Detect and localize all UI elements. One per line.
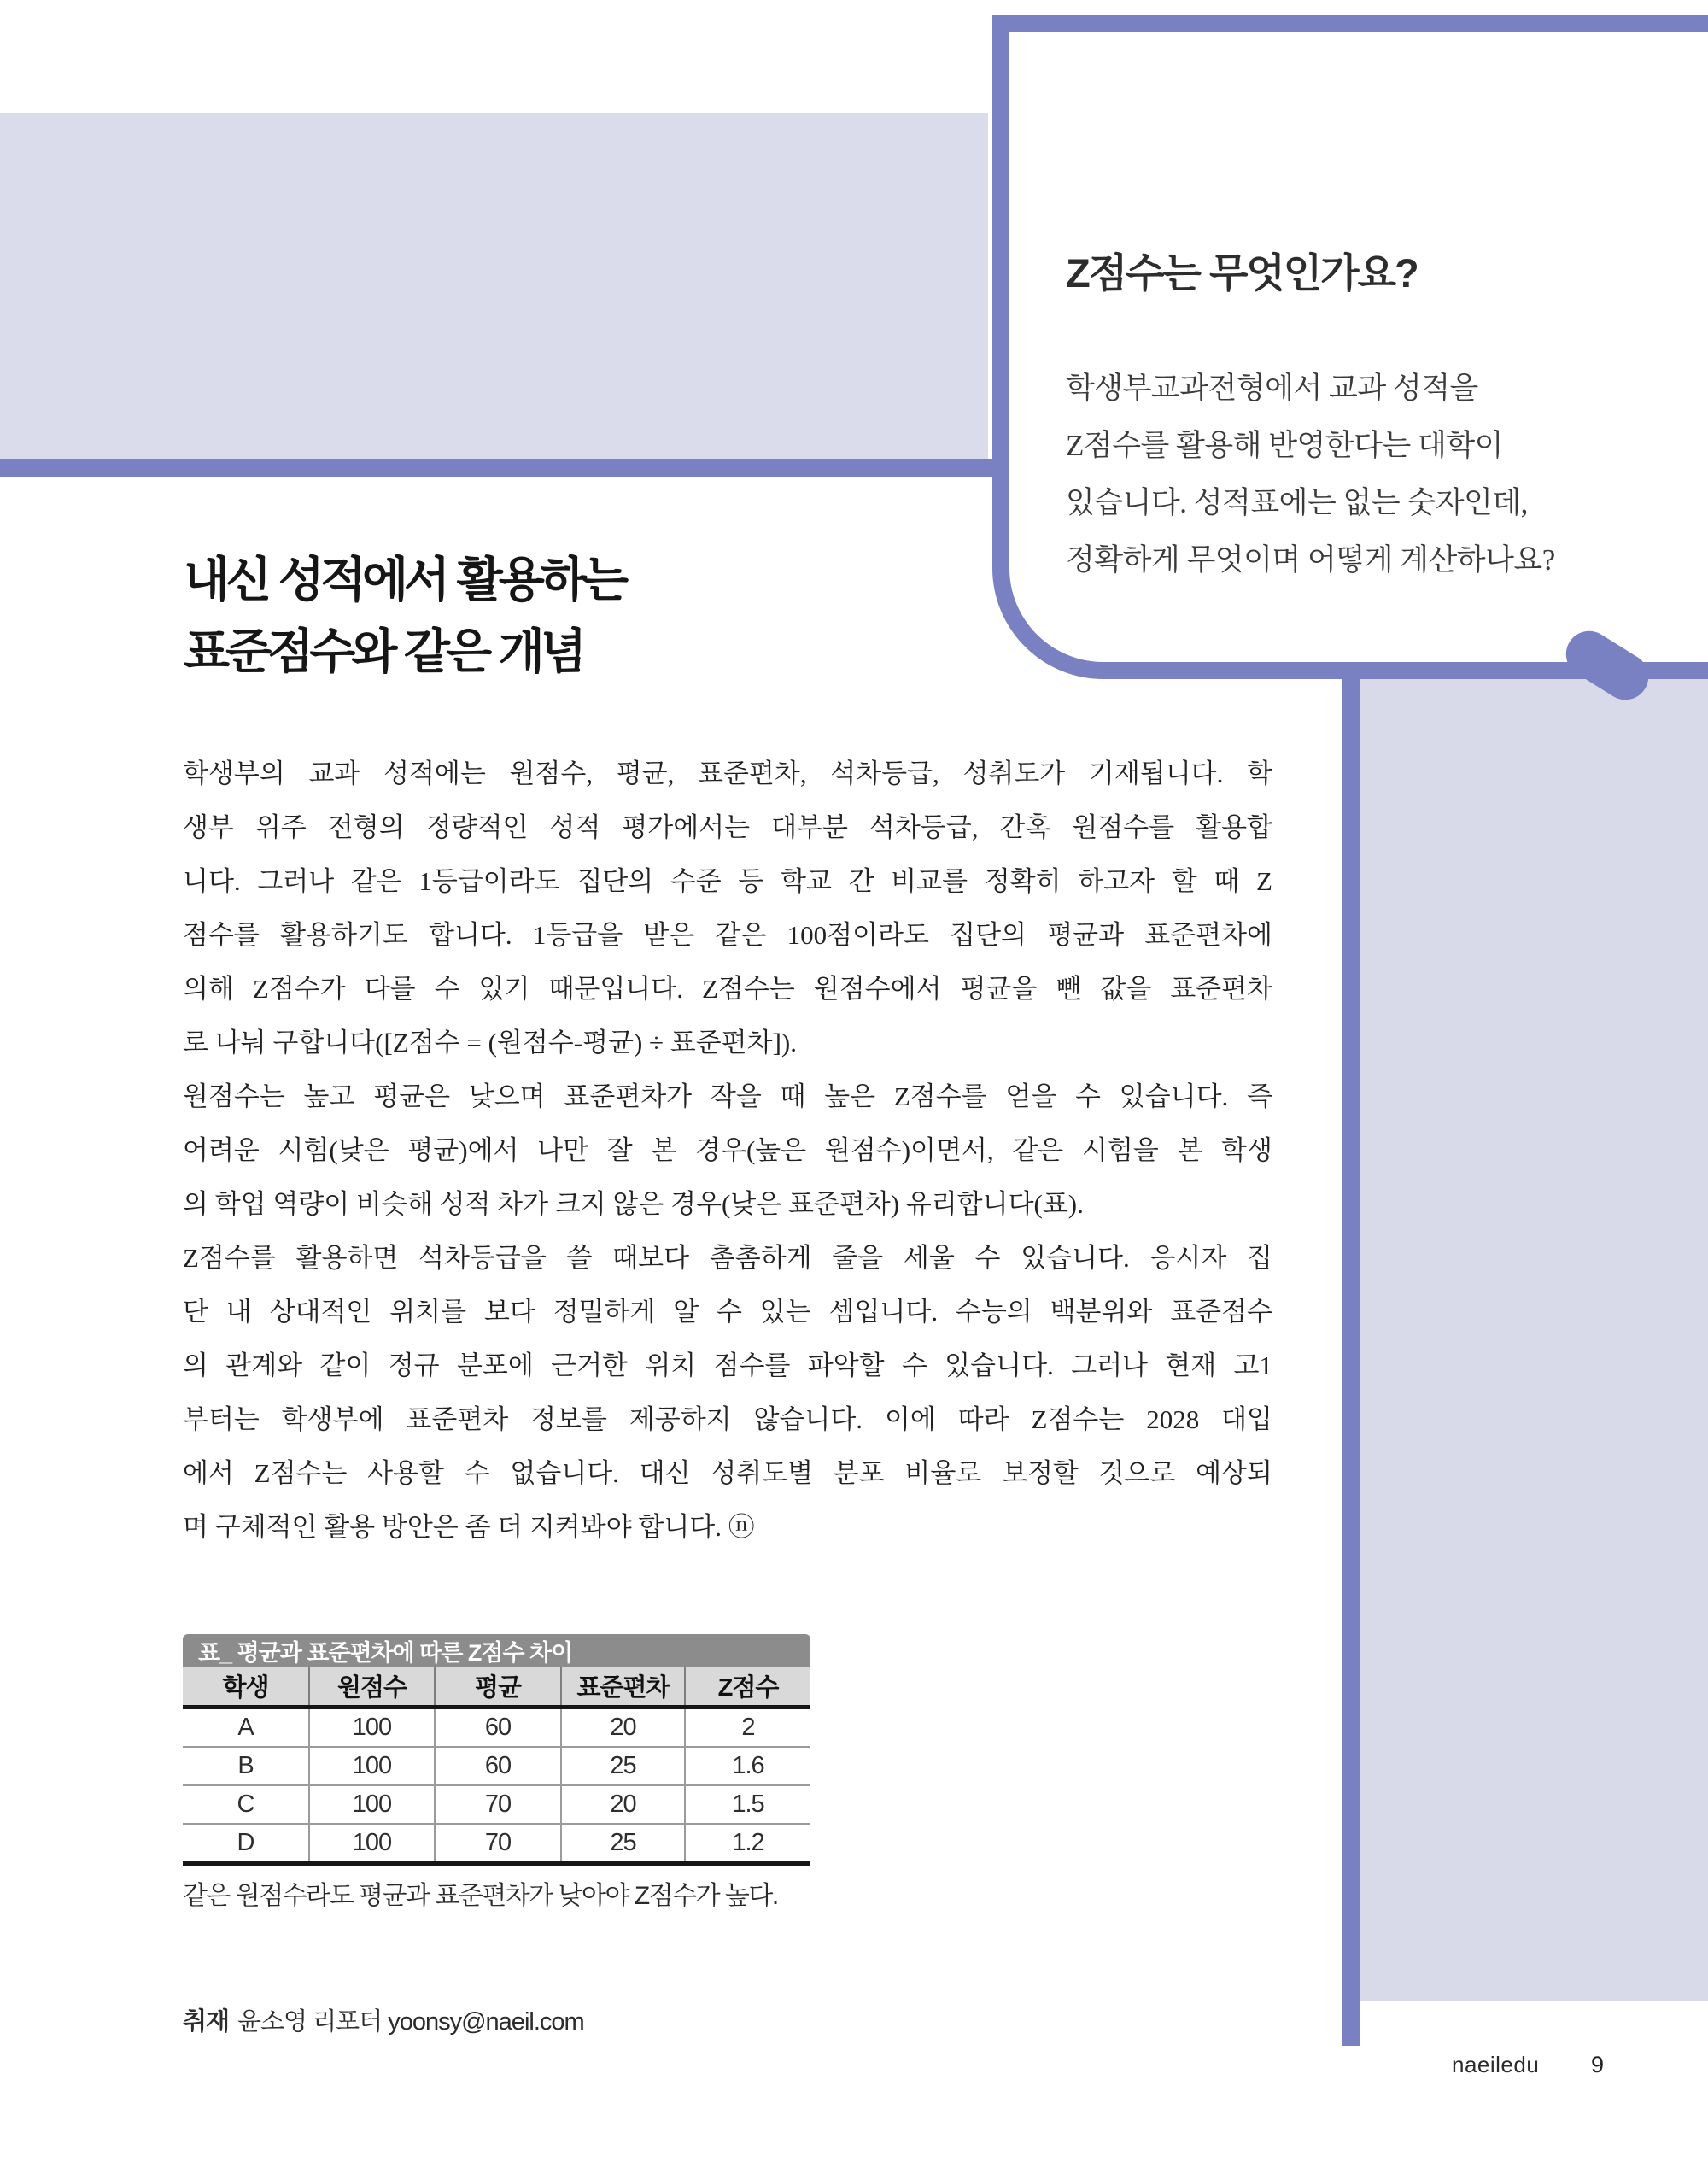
table-cell: 100 — [309, 1824, 435, 1864]
body-text-line: 로 나눠 구합니다([Z점수 = (원점수-평균) ÷ 표준편차]). — [183, 1028, 797, 1058]
z-score-table — [183, 1667, 810, 1866]
table-header-row — [183, 1667, 810, 1708]
question-text-line: 학생부교과전형에서 교과 성적을 — [1066, 372, 1478, 405]
heading-line-1: 내신 성적에서 활용하는 — [184, 553, 625, 606]
page-number: 9 — [1590, 2052, 1604, 2077]
body-text-line: 의 학업 역량이 비슷해 성적 차가 크지 않은 경우(낮은 표준편차) 유리합니다(표). — [183, 1189, 1084, 1219]
paragraph — [183, 747, 1272, 1069]
table-header-cell: Z점수 — [685, 1667, 810, 1708]
table-cell: 25 — [561, 1747, 685, 1785]
byline-text: 윤소영 리포터 yoonsy@naeil.com — [237, 2008, 584, 2036]
body-text-line: 학생부의 교과 성적에는 원점수, 평균, 표준편차, 석차등급, 성취도가 기재됩니다. 학 — [183, 759, 1272, 788]
body-text-line: 원점수는 높고 평균은 낮으며 표준편차가 작을 때 높은 Z점수를 얻을 수 있습니다. 즉 — [183, 1081, 1272, 1111]
table-header-cell: 평균 — [435, 1667, 561, 1708]
table-cell: B — [183, 1747, 309, 1785]
paragraph — [183, 1069, 1272, 1231]
body-text-line: 단 내 상대적인 위치를 보다 정밀하게 알 수 있는 셈입니다. 수능의 백분위와 표준점수 — [183, 1297, 1272, 1327]
byline — [183, 2002, 584, 2037]
article-heading — [184, 544, 624, 688]
table-cell: 1.2 — [685, 1824, 810, 1864]
table-cell: 2 — [741, 1714, 755, 1741]
table-cell: 20 — [561, 1785, 685, 1824]
table-title: 표_ 평균과 표준편차에 따른 Z점수 차이 — [183, 1634, 810, 1667]
body-text-line: 부터는 학생부에 표준편차 정보를 제공하지 않습니다. 이에 따라 Z점수는 2028 대입 — [183, 1404, 1272, 1434]
body-text-line: 의해 Z점수가 다를 수 있기 때문입니다. Z점수는 원점수에서 평균을 뺀 값을 표준편차 — [183, 974, 1272, 1004]
table-cell: 60 — [435, 1708, 561, 1748]
table-cell: A — [183, 1708, 309, 1748]
table-row — [183, 1785, 810, 1824]
table-cell: 25 — [561, 1824, 685, 1864]
question-text — [1066, 360, 1555, 589]
question-title: Z점수는 무엇인가요? — [1066, 250, 1418, 296]
heading-line-2: 표준점수와 같은 개념 — [184, 624, 582, 678]
table-header-cell: 학생 — [183, 1667, 309, 1708]
table-cell: 1.6 — [685, 1747, 810, 1785]
table-body — [183, 1708, 810, 1864]
table-cell: 100 — [309, 1785, 435, 1824]
paragraph — [183, 1231, 1272, 1554]
decor-horizontal-rule — [0, 459, 1010, 477]
table-header-cell: 표준편차 — [561, 1667, 685, 1708]
table-cell: 100 — [309, 1708, 435, 1748]
table-cell: 1.5 — [685, 1785, 810, 1824]
body-text-line: 어려운 시험(낮은 평균)에서 나만 잘 본 경우(높은 원점수)이면서, 같은 시험을 본 학생 — [183, 1135, 1272, 1165]
table-cell: 20 — [561, 1708, 685, 1748]
table-row — [183, 1824, 810, 1864]
body-text-line: 의 관계와 같이 정규 분포에 근거한 위치 점수를 파악할 수 있습니다. 그러나 현재 고1 — [183, 1351, 1272, 1380]
brand-name: naeiledu — [1452, 2052, 1540, 2077]
question-text-line: Z점수를 활용해 반영한다는 대학이 — [1066, 429, 1503, 462]
decor-right-lavender-panel — [1360, 679, 1708, 2001]
question-text-line: 있습니다. 성적표에는 없는 숫자인데, — [1066, 486, 1528, 519]
table-caption: 같은 원점수라도 평균과 표준편차가 낮아야 Z점수가 높다. — [183, 1882, 778, 1910]
article-body — [183, 747, 1272, 1554]
table-row — [183, 1708, 810, 1748]
body-text-line: Z점수를 활용하면 석차등급을 쓸 때보다 촘촘하게 줄을 세울 수 있습니다. 응시자 집 — [183, 1243, 1272, 1273]
table-cell: 70 — [435, 1824, 561, 1864]
table-cell: 60 — [435, 1747, 561, 1785]
body-text-line: 에서 Z점수는 사용할 수 없습니다. 대신 성취도별 분포 비율로 보정할 것으로 예상되 — [183, 1458, 1272, 1488]
decor-vertical-rule — [1342, 662, 1360, 2046]
table-cell: D — [183, 1824, 309, 1864]
table-header-cell: 원점수 — [309, 1667, 435, 1708]
byline-label: 취재 — [183, 2008, 230, 2036]
table-cell: C — [183, 1785, 309, 1824]
page-footer — [1452, 2052, 1604, 2078]
z-score-table-block — [183, 1634, 810, 1912]
table-row — [183, 1747, 810, 1785]
body-text-line: 니다. 그러나 같은 1등급이라도 집단의 수준 등 학교 간 비교를 정확히 하고자 할 때 Z — [183, 866, 1272, 896]
body-text-line: 생부 위주 전형의 정량적인 성적 평가에서는 대부분 석차등급, 간혹 원점수를 활용합 — [183, 812, 1272, 842]
body-text-line: 점수를 활용하기도 합니다. 1등급을 받은 같은 100점이라도 집단의 평균과 표준편차에 — [183, 920, 1272, 950]
body-text-line: 며 구체적인 활용 방안은 좀 더 지켜봐야 합니다. ⓝ — [183, 1512, 755, 1542]
question-text-line: 정확하게 무엇이며 어떻게 계산하나요? — [1066, 543, 1555, 577]
table-cell: 70 — [435, 1785, 561, 1824]
decor-lavender-block — [0, 113, 988, 459]
table-cell: 100 — [309, 1747, 435, 1785]
